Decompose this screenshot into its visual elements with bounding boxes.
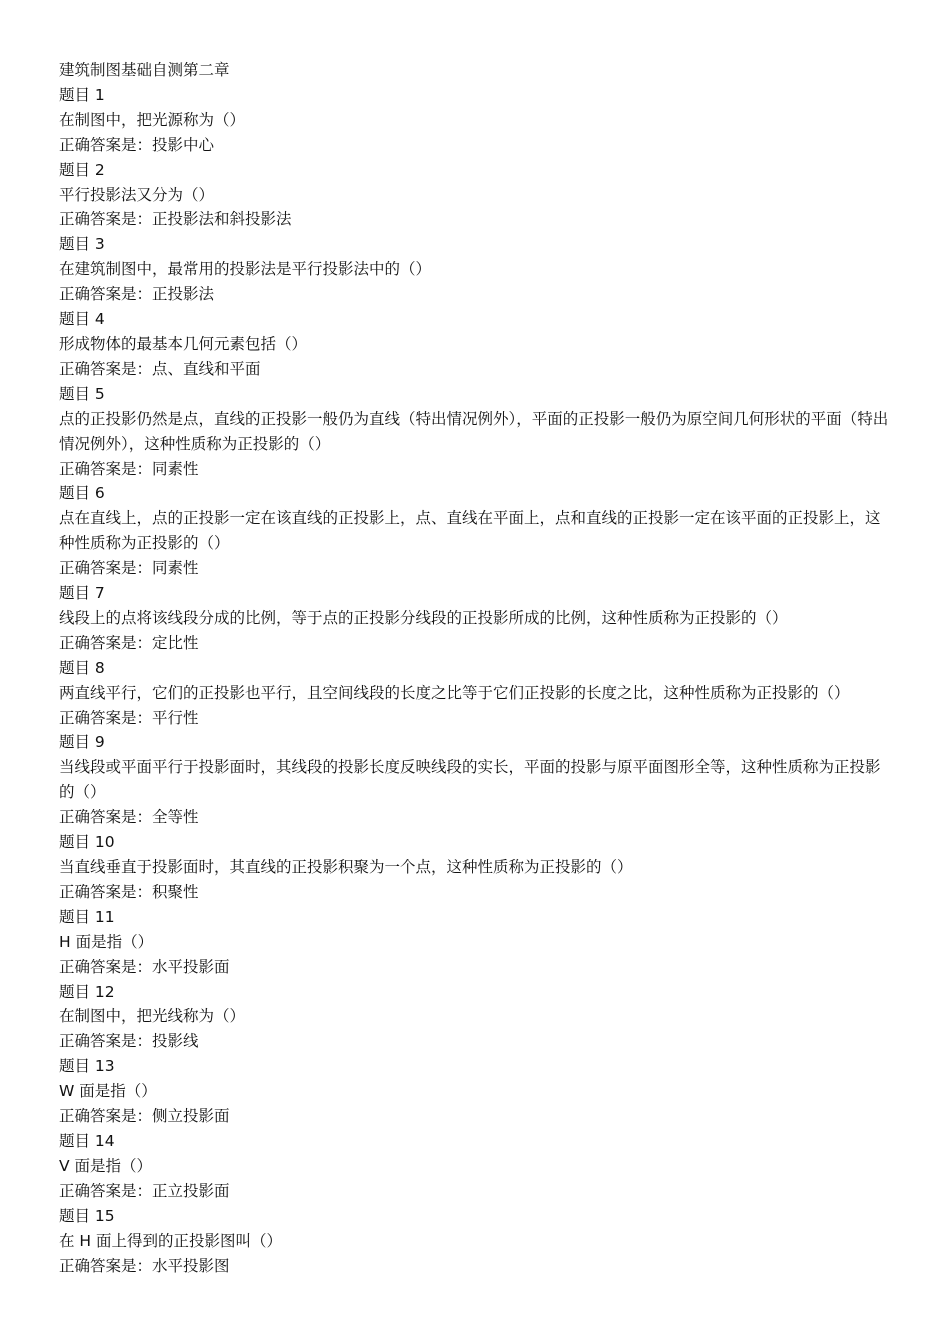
question-text: 在制图中，把光源称为（）	[59, 110, 246, 129]
answer-value: 同素性	[152, 559, 199, 578]
question-text: 点在直线上，点的正投影一定在该直线的正投影上，点、直线在平面上，点和直线的正投影一定在该平面的正投影上，这种性质称为正投影的（）	[59, 509, 881, 553]
answer-value: 点、直线和平面	[152, 359, 261, 378]
answer-prefix: 正确答案是：	[59, 459, 153, 478]
question-item	[59, 158, 895, 233]
question-item	[59, 730, 895, 830]
answer-line	[59, 631, 895, 656]
answer-value: 投影线	[152, 1032, 199, 1051]
answer-line	[59, 1254, 895, 1279]
answer-line	[59, 955, 895, 980]
answer-line	[59, 880, 895, 905]
answer-line	[59, 357, 895, 382]
question-number: 题目 6	[59, 484, 105, 503]
question-text: V 面是指（）	[59, 1156, 153, 1175]
question-number: 题目 9	[59, 733, 105, 752]
answer-line	[59, 706, 895, 731]
answer-line	[59, 805, 895, 830]
answer-value: 正投影法和斜投影法	[152, 210, 292, 229]
question-item	[59, 581, 895, 656]
question-text: H 面是指（）	[59, 932, 154, 951]
question-item	[59, 307, 895, 382]
question-number: 题目 5	[59, 384, 105, 403]
question-item	[59, 656, 895, 731]
question-number: 题目 8	[59, 658, 105, 677]
answer-value: 正投影法	[152, 285, 215, 304]
answer-line	[59, 556, 895, 581]
answer-value: 积聚性	[152, 882, 199, 901]
question-number: 题目 10	[59, 833, 115, 852]
question-item	[59, 382, 895, 482]
answer-prefix: 正确答案是：	[59, 285, 153, 304]
answer-line	[59, 1029, 895, 1054]
document-title: 建筑制图基础自测第二章	[59, 61, 230, 79]
question-text: 形成物体的最基本几何元素包括（）	[59, 334, 308, 353]
question-item	[59, 1129, 895, 1204]
question-text: 在 H 面上得到的正投影图叫（）	[59, 1231, 283, 1250]
question-text: 在建筑制图中，最常用的投影法是平行投影法中的（）	[59, 260, 432, 279]
question-item	[59, 1054, 895, 1129]
answer-prefix: 正确答案是：	[59, 1256, 153, 1275]
answer-prefix: 正确答案是：	[59, 633, 153, 652]
answer-value: 同素性	[152, 459, 199, 478]
answer-value: 侧立投影面	[152, 1107, 230, 1126]
question-text: 平行投影法又分为（）	[59, 185, 215, 204]
answer-line	[59, 1104, 895, 1129]
answer-prefix: 正确答案是：	[59, 1181, 153, 1200]
answer-line	[59, 1179, 895, 1204]
question-text: 当直线垂直于投影面时，其直线的正投影积聚为一个点，这种性质称为正投影的（）	[59, 858, 633, 876]
document-page	[59, 58, 895, 1278]
answer-prefix: 正确答案是：	[59, 359, 153, 378]
question-text: W 面是指（）	[59, 1082, 157, 1101]
question-text: 点的正投影仍然是点，直线的正投影一般仍为直线（特出情况例外），平面的正投影一般仍为原空间几何形状的平面（特出情况例外），这种性质称为正投影的（）	[59, 409, 889, 453]
answer-line	[59, 457, 895, 482]
answer-value: 正立投影面	[152, 1181, 230, 1200]
question-number: 题目 14	[59, 1131, 115, 1150]
question-number: 题目 4	[59, 310, 105, 329]
answer-line	[59, 133, 895, 158]
question-item	[59, 830, 895, 905]
answer-prefix: 正确答案是：	[59, 135, 153, 154]
answer-prefix: 正确答案是：	[59, 882, 153, 901]
question-number: 题目 13	[59, 1057, 115, 1076]
question-item	[59, 481, 895, 581]
question-list	[59, 83, 895, 1279]
answer-prefix: 正确答案是：	[59, 957, 153, 976]
answer-prefix: 正确答案是：	[59, 708, 153, 727]
answer-prefix: 正确答案是：	[59, 559, 153, 578]
question-text: 在制图中，把光线称为（）	[59, 1007, 246, 1026]
answer-value: 定比性	[152, 633, 199, 652]
question-item	[59, 1204, 895, 1279]
answer-line	[59, 207, 895, 232]
question-number: 题目 11	[59, 907, 115, 926]
answer-value: 投影中心	[152, 135, 215, 154]
answer-value: 水平投影面	[152, 957, 230, 976]
question-item	[59, 905, 895, 980]
question-number: 题目 12	[59, 982, 115, 1001]
answer-value: 平行性	[152, 708, 199, 727]
question-number: 题目 7	[59, 584, 105, 603]
question-text: 当线段或平面平行于投影面时，其线段的投影长度反映线段的实长，平面的投影与原平面图形全等，这种性质称为正投影的（）	[59, 758, 881, 802]
answer-prefix: 正确答案是：	[59, 808, 153, 827]
question-number: 题目 3	[59, 235, 105, 254]
answer-prefix: 正确答案是：	[59, 1107, 153, 1126]
answer-value: 全等性	[152, 808, 199, 827]
answer-prefix: 正确答案是：	[59, 210, 153, 229]
answer-line	[59, 282, 895, 307]
question-number: 题目 2	[59, 160, 105, 179]
answer-prefix: 正确答案是：	[59, 1032, 153, 1051]
question-item	[59, 980, 895, 1055]
answer-value: 水平投影图	[152, 1256, 230, 1275]
question-number: 题目 1	[59, 85, 105, 104]
question-text: 两直线平行，它们的正投影也平行，且空间线段的长度之比等于它们正投影的长度之比，这种性质称为正投影的（）	[59, 683, 850, 702]
question-number: 题目 15	[59, 1206, 115, 1225]
question-item	[59, 83, 895, 158]
question-item	[59, 232, 895, 307]
question-text: 线段上的点将该线段分成的比例，等于点的正投影分线段的正投影所成的比例，这种性质称为正投影的（）	[59, 608, 788, 627]
